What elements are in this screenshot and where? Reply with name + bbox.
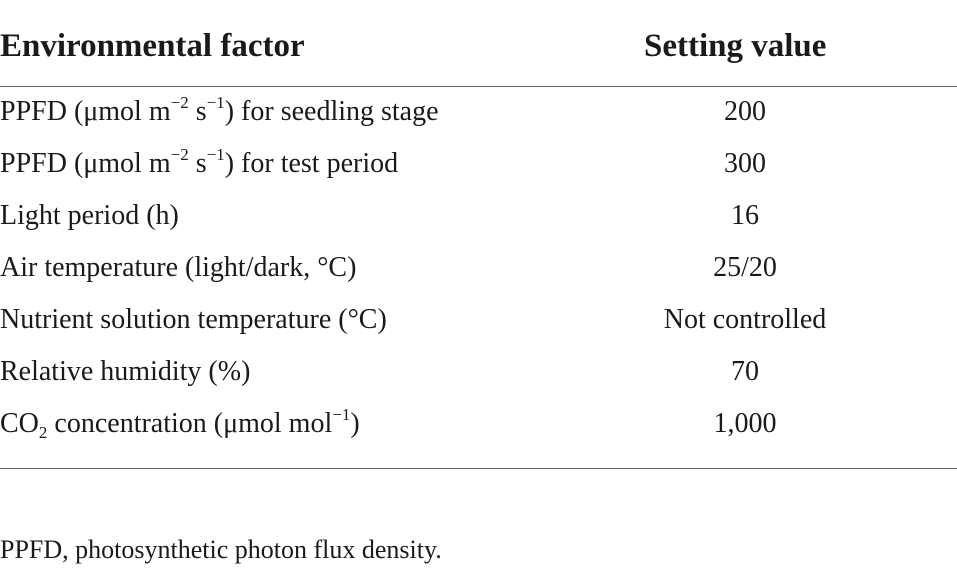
factor-cell — [0, 398, 360, 453]
value-cell: 300 — [724, 148, 766, 179]
factor-text: PPFD (μmol m — [0, 148, 171, 179]
factor-text: ) for seedling stage — [224, 96, 439, 127]
superscript: −1 — [206, 93, 225, 112]
header-setting-value: Setting value — [644, 28, 827, 64]
table-row-light-period — [0, 190, 957, 242]
factor-cell: Nutrient solution temperature (°C) — [0, 304, 387, 335]
factor-text: PPFD (μmol m — [0, 96, 171, 127]
table-row-co2-concentration — [0, 398, 957, 450]
table-row-relative-humidity — [0, 346, 957, 398]
factor-text: s — [188, 148, 207, 179]
table-row-ppfd-test — [0, 138, 957, 190]
table-bottom-rule — [0, 468, 957, 469]
superscript: −1 — [206, 145, 225, 164]
factor-cell — [0, 138, 398, 193]
factor-text: concentration (μmol mol — [47, 408, 333, 439]
table-row-ppfd-seedling — [0, 86, 957, 138]
factor-cell: Relative humidity (%) — [0, 356, 251, 387]
subscript: 2 — [38, 423, 48, 442]
value-cell: Not controlled — [663, 304, 827, 335]
factor-text: s — [188, 96, 207, 127]
factor-cell: Air temperature (light/dark, °C) — [0, 252, 357, 283]
value-cell: 16 — [731, 200, 759, 231]
factor-text: ) for test period — [224, 148, 399, 179]
factor-cell — [0, 86, 439, 141]
factor-text: ) — [350, 408, 360, 439]
table-footnote: PPFD, photosynthetic photon flux density. — [0, 535, 442, 564]
table-row-air-temperature — [0, 242, 957, 294]
value-cell: 70 — [731, 356, 759, 387]
value-cell: 25/20 — [713, 252, 777, 283]
superscript: −2 — [170, 145, 189, 164]
superscript: −1 — [332, 405, 351, 424]
factor-cell: Light period (h) — [0, 200, 179, 231]
superscript: −2 — [170, 93, 189, 112]
factor-text: CO — [0, 408, 39, 439]
header-environmental-factor: Environmental factor — [0, 28, 305, 64]
table-header-row — [0, 0, 957, 86]
value-cell: 1,000 — [713, 408, 777, 439]
table-row-nutrient-temperature — [0, 294, 957, 346]
value-cell: 200 — [724, 96, 766, 127]
